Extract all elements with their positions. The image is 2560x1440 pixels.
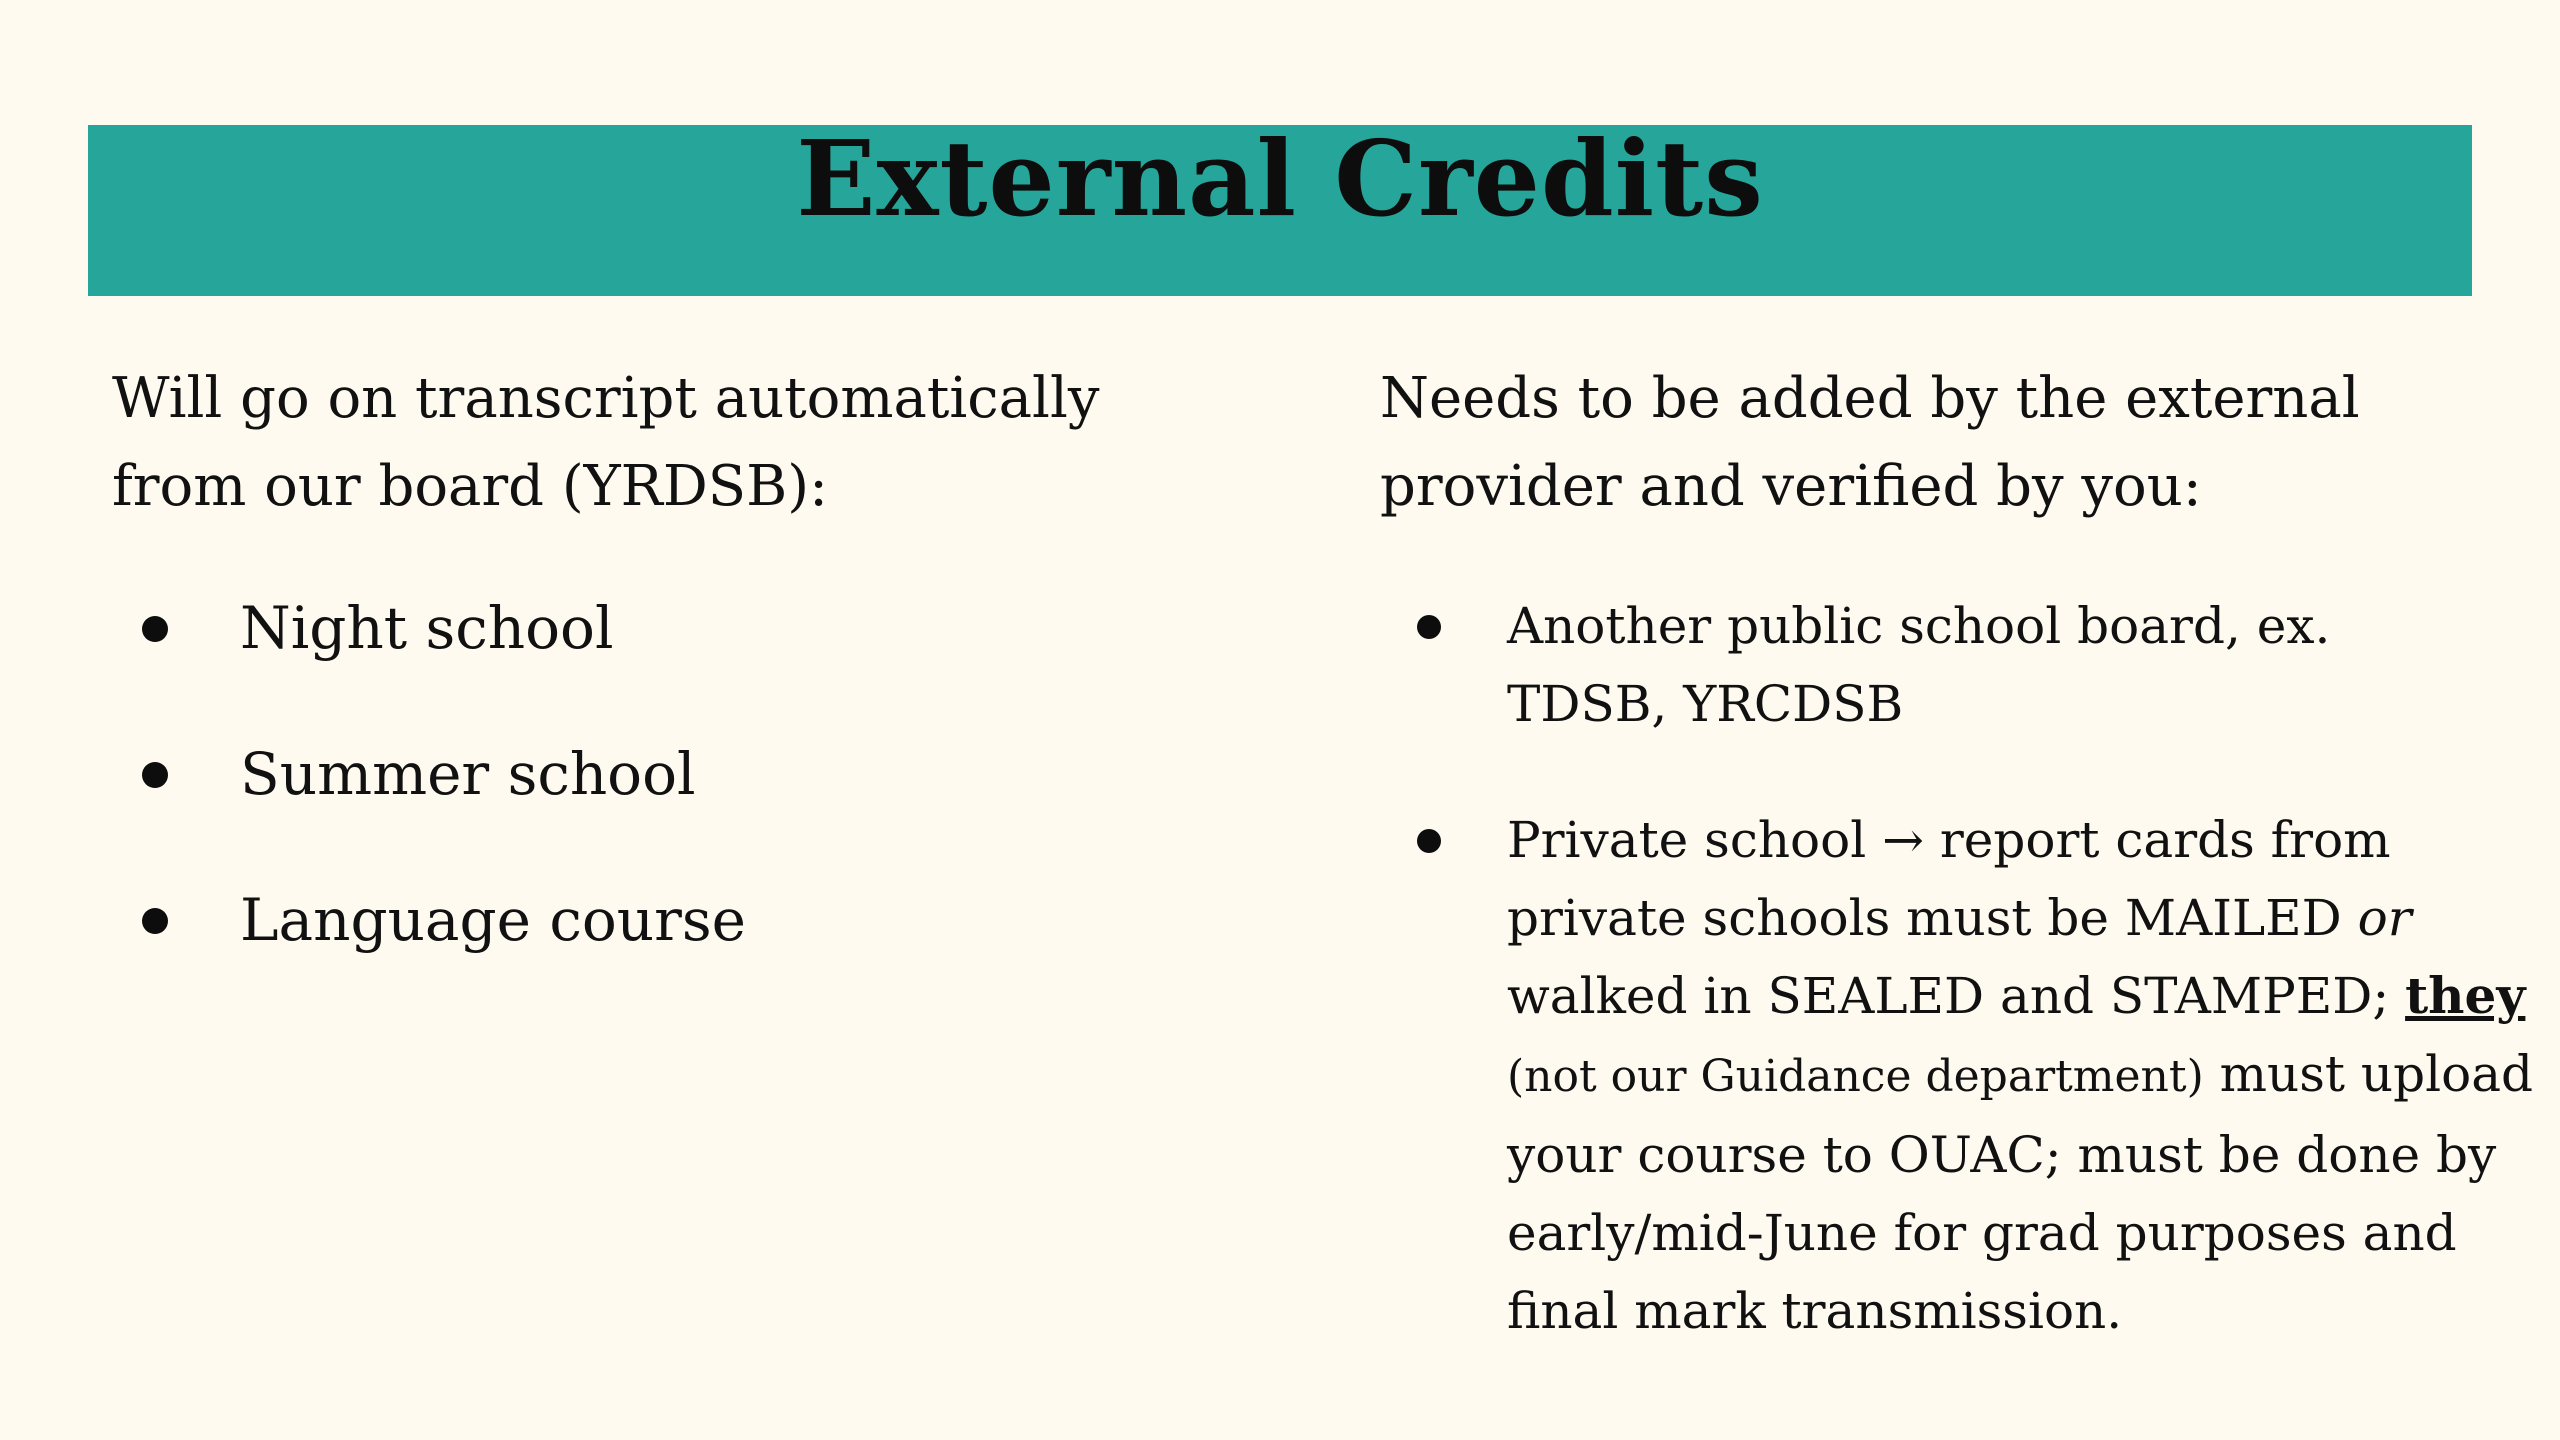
- list-item-private-school: [1417, 801, 2547, 1350]
- right-column: [1380, 355, 2534, 1340]
- bullet-icon: [142, 762, 168, 788]
- bullet-icon: [1417, 615, 1441, 639]
- title-bar: [88, 116, 2472, 296]
- slide-title: External Credits: [796, 116, 1764, 240]
- right-intro-line-2: provider and verified by you:: [1380, 454, 2202, 519]
- bullet-icon: [142, 616, 168, 642]
- right-intro: [1380, 355, 2530, 531]
- public-board-line-1: Another public school board, ex.: [1507, 597, 2331, 655]
- list-item: [142, 729, 746, 875]
- bullet-icon: [1417, 829, 1441, 853]
- list-item: [142, 875, 746, 1021]
- left-intro-line-1: Will go on transcript automatically: [112, 366, 1100, 431]
- list-item-public-board: [1417, 587, 2547, 743]
- left-column: [112, 355, 1312, 954]
- private-school-text-1: Private school → report cards from private schools must be MAILED: [1507, 811, 2391, 947]
- private-school-text-2: walked in SEALED and STAMPED;: [1507, 967, 2406, 1025]
- left-intro: [112, 355, 1312, 531]
- guidance-note: (not our Guidance department): [1507, 1051, 2204, 1102]
- they-emphasis: they: [2405, 966, 2526, 1025]
- or-emphasis: or: [2357, 889, 2412, 947]
- list-item: [142, 583, 746, 729]
- list-item-label: Night school: [240, 594, 614, 662]
- left-intro-line-2: from our board (YRDSB):: [112, 454, 828, 519]
- right-bullet-list: [1417, 587, 2547, 1350]
- list-item-label: Summer school: [240, 740, 696, 808]
- bullet-icon: [142, 908, 168, 934]
- private-school-text-3: must upload your course to OUAC; must be done by early/mid-June for grad purposes and final mark transmission.: [1507, 1045, 2534, 1340]
- right-intro-line-1: Needs to be added by the external: [1380, 366, 2360, 431]
- left-bullet-list: [142, 583, 746, 1021]
- list-item-label: Language course: [240, 886, 746, 954]
- public-board-line-2: TDSB, YRCDSB: [1507, 675, 1904, 733]
